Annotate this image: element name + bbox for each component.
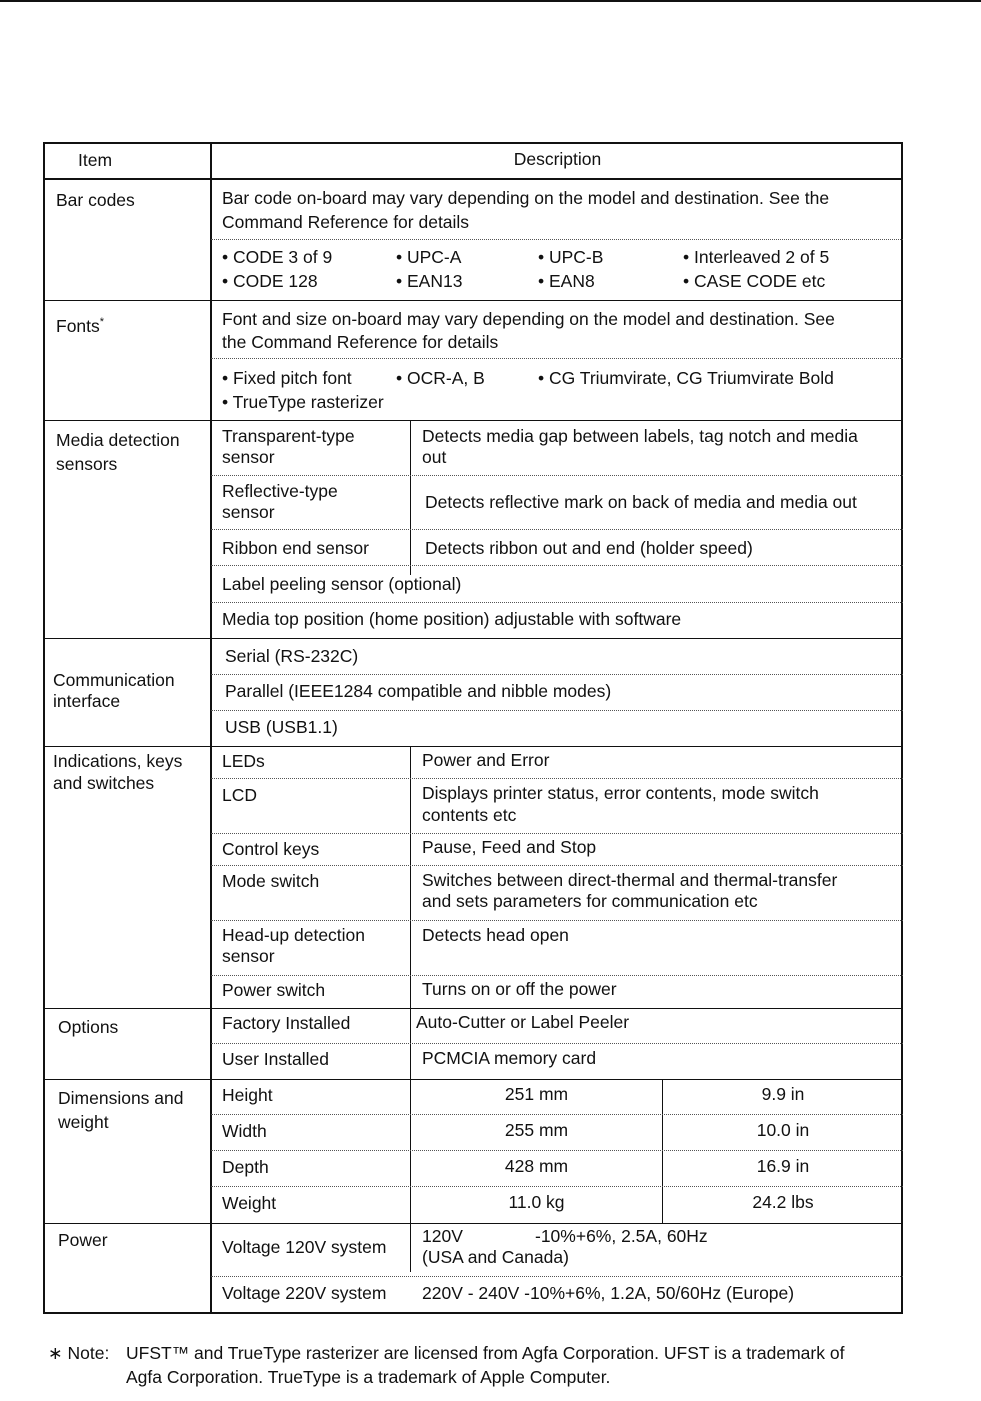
barcode-item: • Interleaved 2 of 5 [683, 247, 830, 267]
sensor-description: Detects media gap between labels, tag notch and media [422, 426, 858, 446]
power-name: Voltage 220V system [222, 1283, 387, 1303]
indicator-description: Pause, Feed and Stop [422, 837, 597, 857]
label-communication: Communication [53, 670, 175, 690]
dotted-rule [211, 239, 903, 240]
rule-fonts [43, 420, 903, 421]
dimension-name: Height [222, 1085, 273, 1105]
dotted-rule [211, 1276, 903, 1277]
indicator-name: Mode switch [222, 871, 320, 891]
barcode-item: • EAN13 [396, 271, 463, 291]
barcode-item: • CODE 128 [222, 271, 318, 291]
dimension-metric: 251 mm [504, 1084, 569, 1104]
interface-item: Serial (RS-232C) [225, 646, 359, 666]
rule-indications [43, 1008, 903, 1009]
option-name: Factory Installed [222, 1013, 351, 1033]
label-dimensions: weight [58, 1112, 109, 1132]
sensor-name: sensor [222, 502, 275, 522]
footnote-line: Agfa Corporation. TrueType is a trademark of Apple Computer. [126, 1367, 611, 1387]
dotted-rule [211, 1150, 903, 1151]
sensor-name: sensor [222, 447, 275, 467]
power-description: -10%+6%, 2.5A, 60Hz [535, 1226, 708, 1246]
indicator-description: Power and Error [422, 750, 550, 770]
interface-item: USB (USB1.1) [225, 717, 338, 737]
indicator-name: Control keys [222, 839, 320, 859]
dotted-rule [211, 1114, 903, 1115]
column-divider-sensor [410, 420, 411, 575]
label-options: Options [58, 1017, 119, 1037]
indicator-name: sensor [222, 946, 275, 966]
indicator-description: and sets parameters for communication etc [422, 891, 758, 911]
rule-options [43, 1079, 903, 1080]
indicator-name: Head-up detection [222, 925, 366, 945]
power-description: 120V [422, 1226, 463, 1246]
label-fonts: Fonts* [56, 315, 105, 336]
dimension-metric: 255 mm [504, 1120, 569, 1140]
dotted-rule [211, 778, 903, 779]
dimension-metric: 11.0 kg [508, 1192, 565, 1212]
label-media-detection: Media detection [56, 430, 180, 450]
interface-item: Parallel (IEEE1284 compatible and nibble modes) [225, 681, 612, 701]
dotted-rule [211, 565, 903, 566]
barcode-item: • UPC-A [396, 247, 462, 267]
font-item: • OCR-A, B [396, 368, 485, 388]
dotted-rule [211, 1186, 903, 1187]
label-power: Power [58, 1230, 108, 1250]
bar-codes-text-line: Bar code on-board may vary depending on the model and destination. See the [222, 188, 830, 208]
rule-media [43, 638, 903, 639]
label-indications: Indications, keys [53, 751, 183, 771]
font-item: • Fixed pitch font [222, 368, 352, 388]
rule-communication [43, 746, 903, 747]
font-item: • CG Triumvirate, CG Triumvirate Bold [538, 368, 834, 388]
label-dimensions: Dimensions and [58, 1088, 184, 1108]
dimension-imperial: 9.9 in [761, 1084, 805, 1104]
dimension-metric: 428 mm [504, 1156, 569, 1176]
sensor-name: Reflective-type [222, 481, 338, 501]
dotted-rule [211, 920, 903, 921]
bar-codes-text-line: Command Reference for details [222, 212, 470, 232]
header-item: Item [78, 150, 113, 170]
dimension-name: Width [222, 1121, 267, 1141]
footnote-label: ∗ Note: [48, 1343, 110, 1363]
page-top-rule [0, 0, 981, 2]
fonts-text-line: Font and size on-board may vary depending on the model and destination. See [222, 309, 835, 329]
label-bar-codes: Bar codes [56, 190, 135, 210]
dotted-rule [211, 674, 903, 675]
specification-table [43, 142, 903, 1314]
power-name: Voltage 120V system [222, 1237, 387, 1257]
column-divider-item [210, 142, 212, 1314]
dotted-rule [211, 975, 903, 976]
barcode-item: • CASE CODE etc [683, 271, 826, 291]
sensor-name: Transparent-type [222, 426, 355, 446]
indicator-name: LEDs [222, 751, 265, 771]
sensor-description: Detects reflective mark on back of media and media out [425, 492, 857, 512]
option-description: PCMCIA memory card [422, 1048, 597, 1068]
dimension-imperial: 24.2 lbs [752, 1192, 814, 1212]
indicator-description: Switches between direct-thermal and thermal-transfer [422, 870, 838, 890]
label-indications: and switches [53, 773, 155, 793]
dimension-imperial: 10.0 in [756, 1120, 810, 1140]
indicator-name: Power switch [222, 980, 326, 1000]
indicator-name: LCD [222, 785, 258, 805]
barcode-item: • UPC-B [538, 247, 604, 267]
dotted-rule [211, 710, 903, 711]
footnote-body [126, 1341, 926, 1389]
dotted-rule [211, 529, 903, 530]
barcode-item: • EAN8 [538, 271, 595, 291]
dotted-rule [211, 833, 903, 834]
power-description: 220V - 240V -10%+6%, 1.2A, 50/60Hz (Europe) [422, 1283, 795, 1303]
dotted-rule [211, 358, 903, 359]
dimension-name: Depth [222, 1157, 269, 1177]
sensor-description: Detects ribbon out and end (holder speed) [425, 538, 753, 558]
rule-dimensions [43, 1223, 903, 1224]
dotted-rule [211, 475, 903, 476]
dotted-rule [211, 1043, 903, 1044]
dimension-name: Weight [222, 1193, 277, 1213]
media-top-position: Media top position (home position) adjustable with software [222, 609, 682, 629]
footnote-line: UFST™ and TrueType rasterizer are licensed from Agfa Corporation. UFST is a trademark of [126, 1343, 845, 1363]
option-name: User Installed [222, 1049, 329, 1069]
label-peeling-sensor: Label peeling sensor (optional) [222, 574, 462, 594]
sensor-description: out [422, 447, 447, 467]
indicator-description: Displays printer status, error contents, mode switch [422, 783, 819, 803]
label-media-detection: sensors [56, 454, 118, 474]
dotted-rule [211, 602, 903, 603]
indicator-description: Turns on or off the power [422, 979, 617, 999]
font-item: • TrueType rasterizer [222, 392, 384, 412]
barcode-item: • CODE 3 of 9 [222, 247, 333, 267]
indicator-description: Detects head open [422, 925, 569, 945]
power-description: (USA and Canada) [422, 1247, 569, 1267]
fonts-text-line: the Command Reference for details [222, 332, 499, 352]
footnote-mark: * [99, 316, 105, 328]
dotted-rule [211, 865, 903, 866]
label-communication: interface [53, 691, 121, 711]
option-description: Auto-Cutter or Label Peeler [416, 1012, 630, 1032]
header-description: Description [513, 149, 602, 169]
rule-bar-codes [43, 300, 903, 301]
sensor-name: Ribbon end sensor [222, 538, 369, 558]
indicator-description: contents etc [422, 805, 517, 825]
header-rule [43, 178, 903, 180]
dimension-imperial: 16.9 in [756, 1156, 810, 1176]
